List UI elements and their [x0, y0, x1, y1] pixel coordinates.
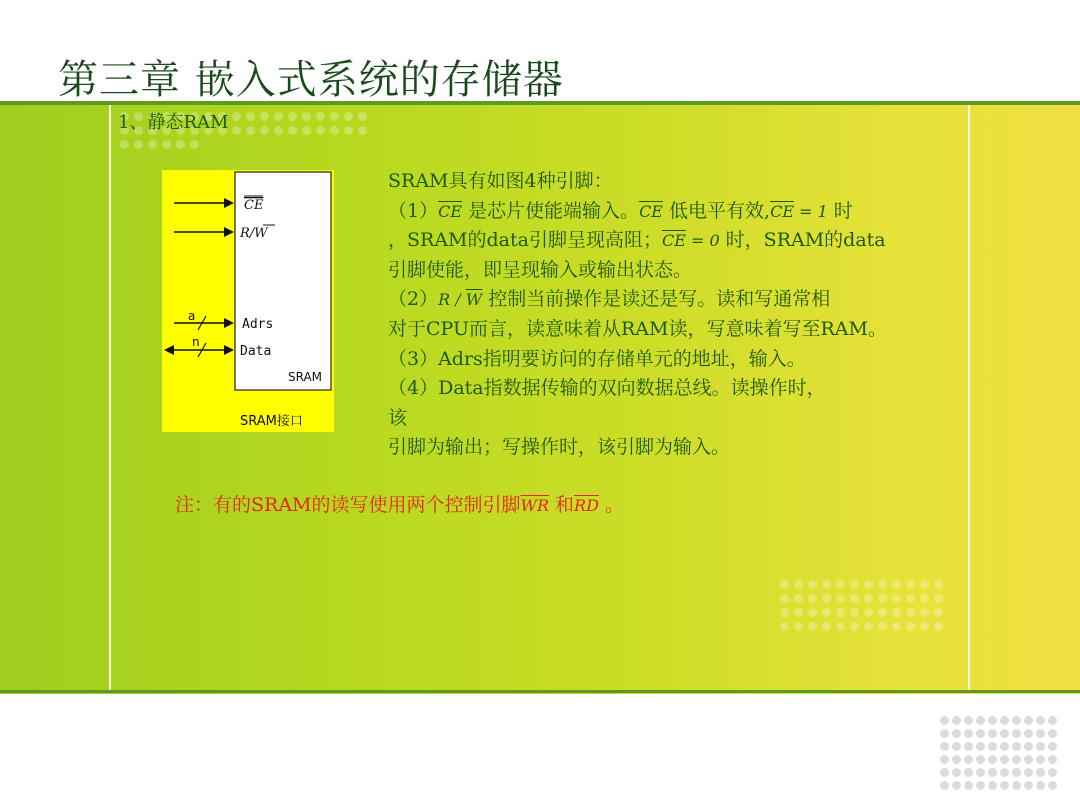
note-line — [175, 490, 624, 517]
ce-symbol: $\overline{CE}$ — [661, 231, 686, 251]
data-arrow-right-icon — [224, 345, 234, 355]
rd-symbol: $\overline{RD}$ — [574, 496, 599, 515]
bottom-divider-line — [0, 690, 1080, 693]
ce-symbol: $\overline{CE}$ — [438, 201, 463, 221]
pin-rw-label: R/W — [240, 226, 268, 241]
body-line-10: 引脚为输出；写操作时，该引脚为输入。 — [388, 436, 731, 459]
data-arrow-left-icon — [164, 345, 174, 355]
sram-diagram-svg — [162, 170, 334, 432]
decorative-dots-right — [780, 580, 943, 631]
adrs-arrow-icon — [224, 318, 234, 328]
body-line-3 — [388, 226, 958, 256]
text-span: 低电平有效, — [662, 199, 771, 222]
rw-symbol-w: $\overline{W}$ — [465, 290, 483, 310]
note-prefix: 注：有的SRAM的读写使用两个控制引脚 — [175, 494, 521, 516]
rw-arrow-icon — [224, 227, 234, 237]
bus-width-n-label: n — [192, 335, 200, 349]
rw-symbol-r: R / — [438, 290, 466, 310]
decorative-dots-bottom-right — [940, 716, 1056, 790]
body-line-9: 该 — [388, 406, 408, 429]
equals-one: = 1 — [794, 201, 828, 221]
pin-ce-label: CE — [244, 198, 264, 213]
pin-adrs-label: Adrs — [242, 317, 274, 332]
ce-symbol: $\overline{CE}$ — [770, 201, 794, 221]
body-line-7: （3）Adrs指明要访问的存储单元的地址，输入。 — [388, 347, 806, 370]
body-line-6: 对于CPU而言，读意味着从RAM读，写意味着写至RAM。 — [388, 317, 887, 340]
right-border-line — [968, 105, 970, 690]
body-line-2 — [388, 197, 958, 227]
pin-data-label: Data — [240, 344, 272, 359]
bus-width-a-label: a — [188, 309, 196, 323]
text-span: 是芯片使能端输入。 — [462, 199, 640, 222]
chip-name-label: SRAM — [288, 370, 323, 384]
note-mid: 和 — [549, 494, 575, 516]
page-title: 第三章 嵌入式系统的存储器 — [58, 57, 564, 103]
text-span: ，SRAM的data引脚呈现高阻； — [388, 229, 662, 252]
left-border-line — [109, 105, 111, 690]
body-line-4: 引脚使能，即呈现输入或输出状态。 — [388, 258, 693, 281]
body-line-5 — [388, 285, 958, 315]
text-span: 控制当前操作是读还是写。读和写通常相 — [482, 288, 831, 311]
body-line-1: SRAM具有如图4种引脚： — [388, 170, 613, 192]
sram-interface-diagram — [162, 170, 334, 432]
text-span: （2） — [388, 288, 439, 311]
text-span: （1） — [388, 199, 439, 222]
equals-zero: = 0 — [685, 231, 720, 251]
ce-arrow-icon — [224, 198, 234, 208]
ce-symbol: $\overline{CE}$ — [639, 201, 663, 221]
note-suffix: 。 — [598, 494, 624, 516]
text-span: 时，SRAM的data — [719, 229, 886, 252]
text-span: 时 — [827, 199, 853, 222]
body-line-8: （4）Data指数据传输的双向数据总线。读操作时， — [388, 377, 826, 400]
body-text-block — [388, 167, 958, 463]
wr-symbol: $\overline{WR}$ — [520, 496, 549, 515]
section-subheading: 1、静态RAM — [118, 112, 229, 133]
diagram-caption: SRAM接口 — [240, 414, 303, 429]
